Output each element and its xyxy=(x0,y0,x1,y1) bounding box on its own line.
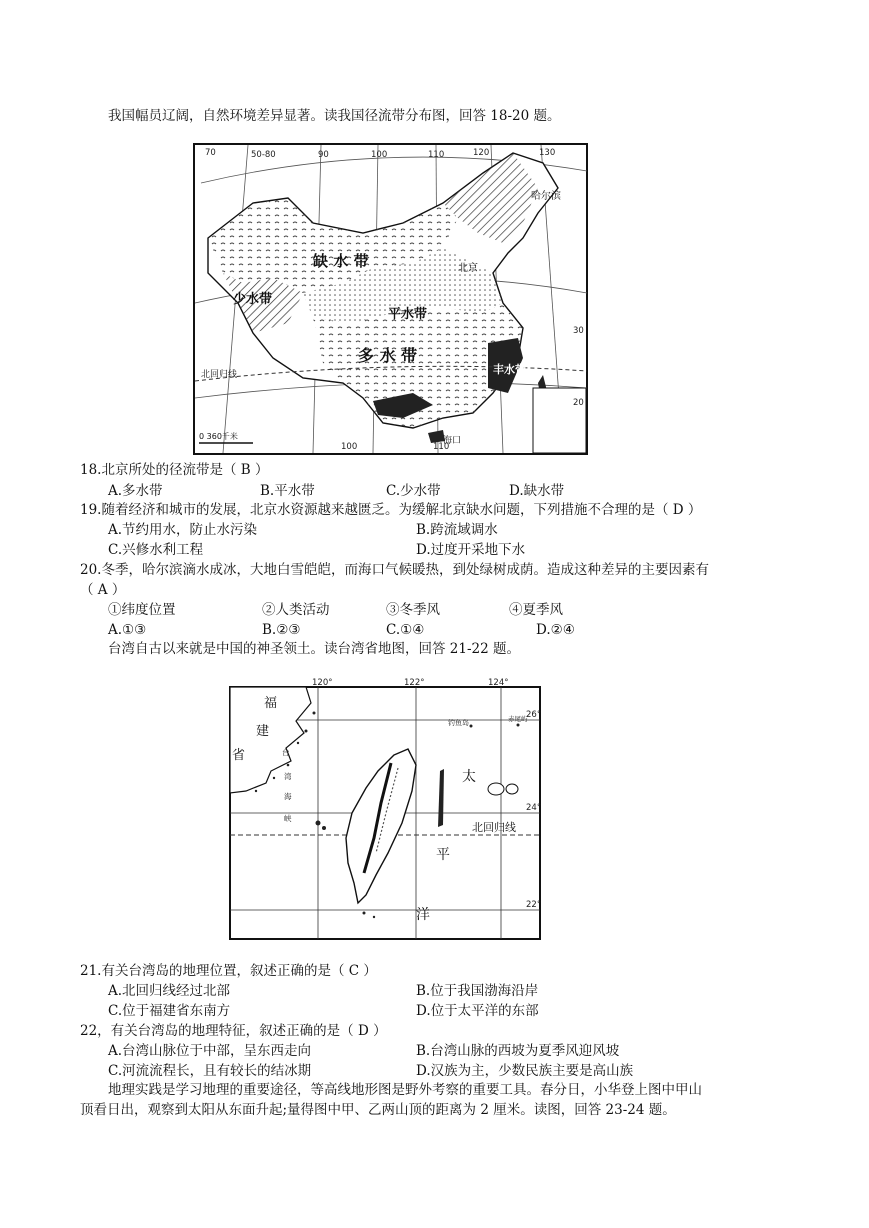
lon-label: 100 xyxy=(341,442,358,452)
intro-paragraph-3-line-2: 顶看日出，观察到太阳从东面升起;量得图中甲、乙两山顶的距离为 2 厘米。读图，回答 23-24 题。 xyxy=(80,1102,676,1118)
lat-label: 26° xyxy=(526,710,542,720)
question-19-option-b: B.跨流域调水 xyxy=(416,522,498,538)
city-beijing: 北京 xyxy=(458,263,478,274)
question-20-factor-4: ④夏季风 xyxy=(509,602,563,618)
taiwan-map xyxy=(226,673,544,943)
lon-label: 100 xyxy=(371,150,388,160)
question-18-option-b: B.平水带 xyxy=(260,483,315,499)
lat-label: 20 xyxy=(573,398,584,408)
strait-label-3: 海 xyxy=(284,792,292,801)
question-20-factor-3: ③冬季风 xyxy=(386,602,440,618)
intro-paragraph-2: 台湾自古以来就是中国的神圣领土。读台湾省地图，回答 21-22 题。 xyxy=(108,641,520,657)
lon-label: 110 xyxy=(428,150,445,160)
lat-label: 22° xyxy=(526,900,542,910)
question-21-option-a: A.北回归线经过北部 xyxy=(108,983,231,999)
question-22-option-a: A.台湾山脉位于中部，呈东西走向 xyxy=(108,1043,312,1059)
question-18-option-d: D.缺水带 xyxy=(509,483,565,499)
pacific-label-3: 洋 xyxy=(416,907,430,923)
question-19-option-d: D.过度开采地下水 xyxy=(416,542,526,558)
lon-label: 122° xyxy=(404,678,425,688)
question-20-factor-1: ①纬度位置 xyxy=(108,602,176,618)
lon-label: 90 xyxy=(318,150,329,160)
zone-label-que: 缺 水 带 xyxy=(313,252,369,270)
question-18-option-a: A.多水带 xyxy=(108,483,163,499)
runoff-zone-map xyxy=(193,143,588,455)
tropic-label: 北回归线 xyxy=(472,821,516,834)
pacific-label-2: 平 xyxy=(436,847,450,863)
question-20-answer: （ A ） xyxy=(80,582,126,598)
lon-label: 130 xyxy=(539,148,556,158)
chiwei-label: 赤尾屿 xyxy=(508,715,528,723)
zone-label-shao: 少水带 xyxy=(233,292,273,307)
question-20-option-c: C.①④ xyxy=(386,622,425,638)
question-21-stem: 21.有关台湾岛的地理位置，叙述正确的是（ C ） xyxy=(80,963,377,979)
lat-label: 30 xyxy=(573,326,584,336)
question-21-option-c: C.位于福建省东南方 xyxy=(108,1003,231,1019)
fujian-label-1: 福 xyxy=(264,696,278,711)
scale-label: 0 360千米 xyxy=(199,432,238,441)
zone-label-feng: 丰水带 xyxy=(493,363,526,376)
lon-label: 120 xyxy=(473,148,490,158)
tropic-label: 北回归线 xyxy=(201,370,238,380)
question-20-option-a: A.①③ xyxy=(108,622,147,638)
lon-label: 50-80 xyxy=(251,150,276,160)
question-20-stem: 20.冬季，哈尔滨滴水成冰，大地白雪皑皑，而海口气候暖热，到处绿树成荫。造成这种差异的主要因素有 xyxy=(80,562,709,578)
question-21-option-b: B.位于我国渤海沿岸 xyxy=(416,983,539,999)
lon-label: 124° xyxy=(488,678,509,688)
question-19-option-c: C.兴修水利工程 xyxy=(108,542,204,558)
question-20-option-d: D.②④ xyxy=(536,622,575,638)
lon-label: 120° xyxy=(312,678,333,688)
lon-label: 70 xyxy=(205,148,216,158)
question-22-option-d: D.汉族为主，少数民族主要是高山族 xyxy=(416,1063,634,1079)
strait-label-2: 湾 xyxy=(284,772,292,781)
question-18-stem: 18.北京所处的径流带是（ B ） xyxy=(80,462,269,478)
city-harbin: 哈尔滨 xyxy=(531,191,561,202)
question-19-option-a: A.节约用水，防止水污染 xyxy=(108,522,258,538)
question-19-stem: 19.随着经济和城市的发展，北京水资源越来越匮乏。为缓解北京缺水问题，下列措施不合理的是（ D ） xyxy=(80,502,702,518)
fujian-label-2: 建 xyxy=(256,724,270,739)
question-20-option-b: B.②③ xyxy=(262,622,301,638)
zone-label-duo: 多 水 带 xyxy=(358,346,418,365)
diaoyu-label: 钓鱼岛 xyxy=(448,719,469,727)
intro-paragraph-3-line-1: 地理实践是学习地理的重要途径，等高线地形图是野外考察的重要工具。春分日，小华登上图中甲山 xyxy=(108,1082,702,1098)
question-18-option-c: C.少水带 xyxy=(386,483,441,499)
question-22-option-b: B.台湾山脉的西坡为夏季风迎风坡 xyxy=(416,1043,620,1059)
intro-paragraph-1: 我国幅员辽阔，自然环境差异显著。读我国径流带分布图，回答 18-20 题。 xyxy=(108,108,561,124)
lat-label: 24° xyxy=(526,803,542,813)
lon-label: 110 xyxy=(433,442,450,452)
zone-label-ping: 平水带 xyxy=(388,307,428,322)
city-haikou: 海口 xyxy=(443,436,462,446)
question-21-option-d: D.位于太平洋的东部 xyxy=(416,1003,539,1019)
question-20-factor-2: ②人类活动 xyxy=(262,602,330,618)
question-22-stem: 22，有关台湾岛的地理特征，叙述正确的是（ D ） xyxy=(80,1023,387,1039)
fujian-label-3: 省 xyxy=(232,748,246,763)
pacific-label-1: 太 xyxy=(462,769,476,785)
strait-label-1: 台 xyxy=(282,748,290,757)
strait-label-4: 峡 xyxy=(284,814,292,823)
question-22-option-c: C.河流流程长，且有较长的结冰期 xyxy=(108,1063,312,1079)
